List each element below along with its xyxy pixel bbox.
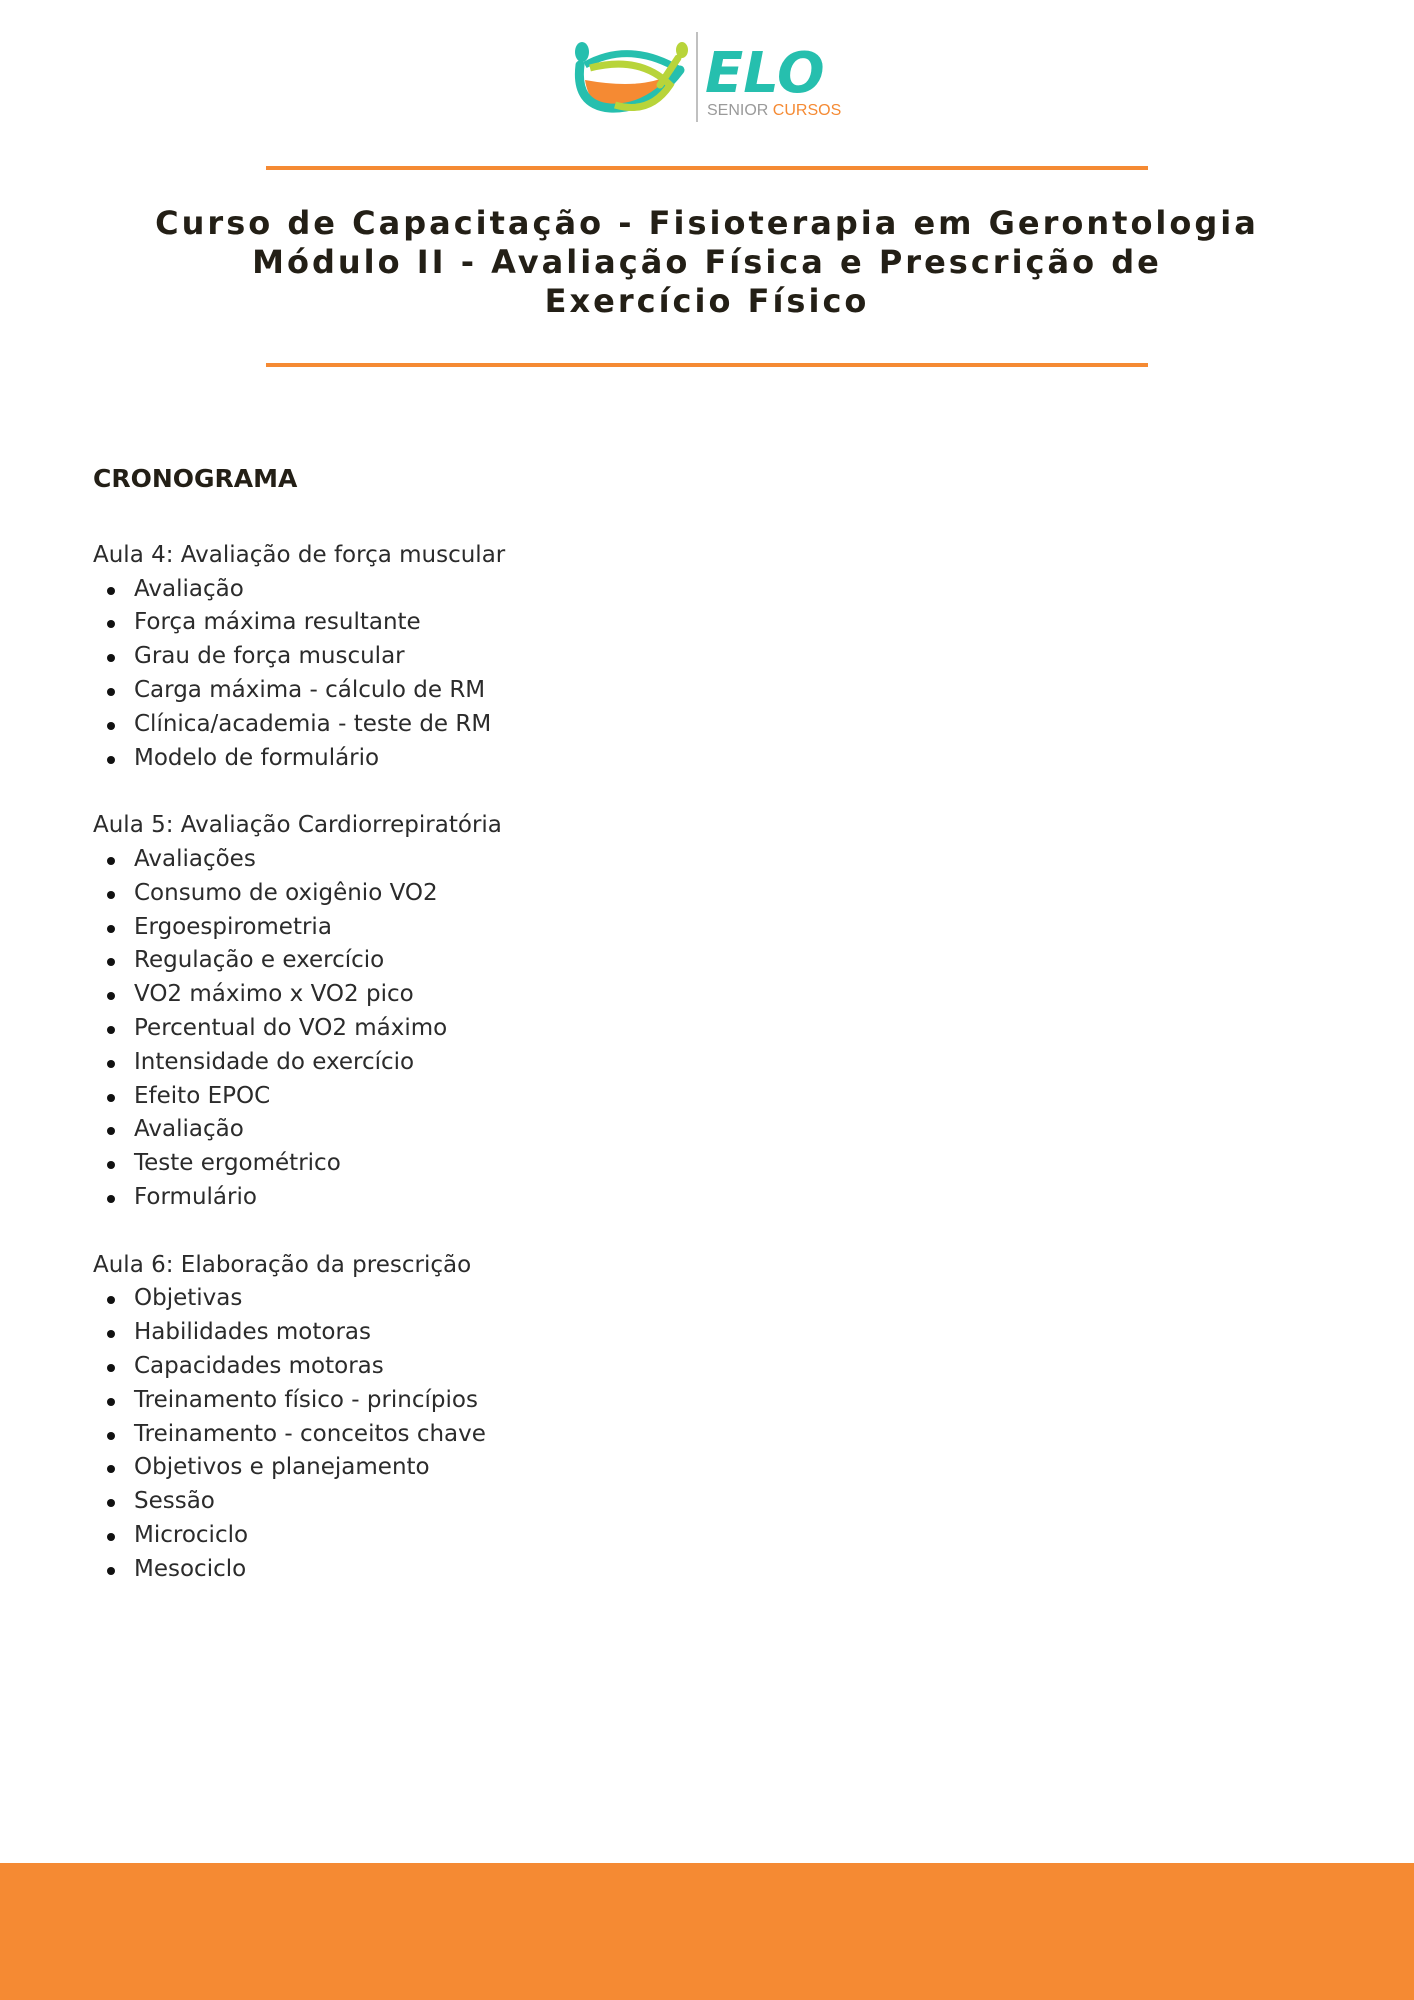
top-divider xyxy=(266,166,1148,170)
list-item: Sessão xyxy=(134,1485,993,1519)
elo-senior-cursos-logo xyxy=(570,30,850,130)
list-item: Formulário xyxy=(134,1181,993,1215)
schedule xyxy=(93,462,993,1620)
svg-text:ELO: ELO xyxy=(705,41,825,106)
lesson-topic-list xyxy=(93,843,993,1215)
list-item: Treinamento físico - princípios xyxy=(134,1384,993,1418)
footer-bar xyxy=(0,1863,1414,2000)
lesson-title: Aula 5: Avaliação Cardiorrepiratória xyxy=(93,812,502,839)
list-item: Avaliação xyxy=(134,1113,993,1147)
list-item: Percentual do VO2 máximo xyxy=(134,1012,993,1046)
list-item: Mesociclo xyxy=(134,1553,993,1587)
title-line-2: Módulo II - Avaliação Física e Prescrição de xyxy=(252,243,1162,281)
list-item: Grau de força muscular xyxy=(134,640,993,674)
bottom-divider xyxy=(266,363,1148,367)
title-line-1: Curso de Capacitação - Fisioterapia em Gerontologia xyxy=(155,204,1259,242)
list-item: Avaliação xyxy=(134,573,993,607)
list-item: Habilidades motoras xyxy=(134,1316,993,1350)
lesson-title: Aula 4: Avaliação de força muscular xyxy=(93,541,506,568)
lesson-topic-list xyxy=(93,573,993,776)
list-item: Microciclo xyxy=(134,1519,993,1553)
list-item: Ergoespirometria xyxy=(134,911,993,945)
list-item: Clínica/academia - teste de RM xyxy=(134,708,993,742)
list-item: Capacidades motoras xyxy=(134,1350,993,1384)
title-line-3: Exercício Físico xyxy=(544,282,870,320)
list-item: Objetivos e planejamento xyxy=(134,1451,993,1485)
list-item: Regulação e exercício xyxy=(134,944,993,978)
page-title xyxy=(0,204,1414,321)
list-item: Carga máxima - cálculo de RM xyxy=(134,674,993,708)
section-heading: CRONOGRAMA xyxy=(93,464,298,493)
lesson-topic-list xyxy=(93,1282,993,1586)
lesson-title: Aula 6: Elaboração da prescrição xyxy=(93,1251,472,1278)
list-item: Efeito EPOC xyxy=(134,1080,993,1114)
list-item: VO2 máximo x VO2 pico xyxy=(134,978,993,1012)
list-item: Consumo de oxigênio VO2 xyxy=(134,877,993,911)
list-item: Modelo de formulário xyxy=(134,742,993,776)
list-item: Intensidade do exercício xyxy=(134,1046,993,1080)
list-item: Treinamento - conceitos chave xyxy=(134,1418,993,1452)
svg-text:SENIOR CURSOS: SENIOR CURSOS xyxy=(707,102,842,119)
list-item: Teste ergométrico xyxy=(134,1147,993,1181)
list-item: Avaliações xyxy=(134,843,993,877)
list-item: Objetivas xyxy=(134,1282,993,1316)
list-item: Força máxima resultante xyxy=(134,606,993,640)
